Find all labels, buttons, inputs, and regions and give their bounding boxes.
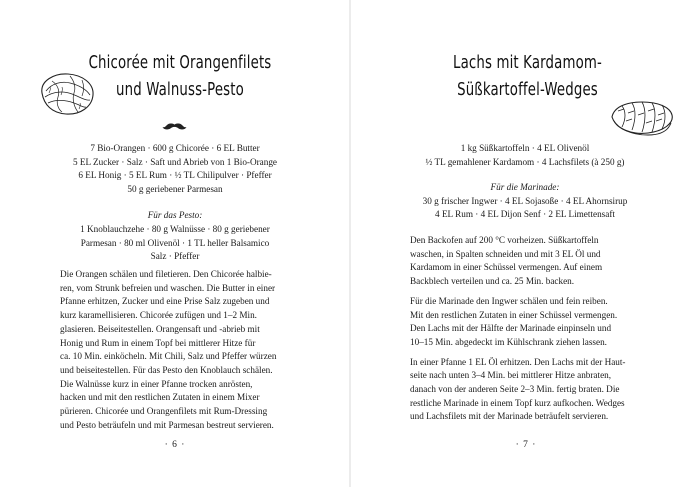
ingredient-line: 5 EL Zucker · Salz · Saft und Abrieb von 1 Bio-Orange (72, 156, 278, 167)
recipe-title-line-2: und Walnuss-Pesto (116, 79, 244, 100)
mustache-divider-icon (162, 122, 186, 132)
instruction-line: hacken und mit den restlichen Zutaten in einem Mixer (60, 392, 260, 403)
instruction-line: 10–15 Min. abgedeckt im Kühlschrank ziehen lassen. (410, 336, 607, 347)
instruction-line: Den Backofen auf 200 °C vorheizen. Süßkartoffeln (410, 235, 599, 245)
instruction-line: und Pesto beträufeln und mit Parmesan bestreut servieren. (60, 419, 274, 430)
instruction-paragraph (410, 295, 690, 350)
right-page (350, 0, 700, 487)
ingredient-line: ½ TL gemahlener Kardamom · 4 Lachsfilets (à 250 g) (425, 156, 625, 167)
instruction-line: In einer Pfanne 1 EL Öl erhitzen. Den Lachs mit der Haut- (410, 356, 626, 367)
instructions (60, 268, 328, 432)
instruction-line: Pfanne erhitzen, Zucker und eine Prise Salz zugeben und (60, 296, 270, 307)
instruction-line: Die Orangen schälen und filetieren. Den Chicorée halbie- (60, 269, 272, 279)
instruction-line: Die Walnüsse kurz in einer Pfanne trocken anrösten, (60, 378, 253, 389)
instruction-line: Backblech verteilen und ca. 25 Min. backen. (410, 276, 575, 287)
instruction-line: Für die Marinade den Ingwer schälen und fein reiben. (410, 295, 608, 306)
recipe-title (76, 49, 283, 103)
instruction-paragraph (410, 356, 690, 425)
ingredient-line: 6 EL Honig · 5 EL Rum · ½ TL Chilipulver · Pfeffer (78, 170, 272, 181)
recipe-title (400, 49, 655, 103)
recipe-title-line-1: Lachs mit Kardamom- (453, 52, 602, 73)
page-number: · 6 · (164, 440, 186, 450)
page-number: · 7 · (515, 440, 537, 450)
instruction-line: Kardamom in einer Schüssel vermengen. Auf einem (410, 262, 603, 273)
instruction-paragraph (410, 234, 690, 289)
instructions (410, 234, 690, 430)
ingredient-line: 50 g geriebener Parmesan (127, 183, 223, 194)
instruction-line: Honig und Rum in einem Topf bei mittlerer Hitze für (60, 337, 256, 348)
ingredient-list (370, 142, 680, 169)
pesto-ingredient-line: Parmesan · 80 ml Olivenöl · 1 TL heller Balsamico (80, 237, 270, 248)
marinade-list (370, 181, 680, 222)
marinade-ingredient-line: 4 EL Rum · 4 EL Dijon Senf · 2 EL Limettensaft (435, 209, 615, 220)
instruction-line: glasieren. Beiseitestellen. Orangensaft und -abrieb mit (60, 323, 260, 334)
pesto-ingredient-line: 1 Knoblauchzehe · 80 g Walnüsse · 80 g geriebener (80, 223, 270, 234)
instruction-line: kurz karamellisieren. Chicorée zufügen und 1–2 Min. (60, 310, 257, 321)
instruction-line: seite nach unten 3–4 Min. bei mittlerer Hitze anbraten, (410, 370, 612, 381)
instruction-line: pürieren. Chicorée und Orangenfilets mit Rum-Dressing (60, 406, 268, 417)
marinade-heading: Für die Marinade: (490, 182, 560, 192)
pesto-heading: Für das Pesto: (147, 210, 203, 221)
ingredient-line: 7 Bio-Orangen · 600 g Chicorée · 6 EL Butter (90, 143, 260, 153)
pesto-ingredient-line: Salz · Pfeffer (150, 251, 200, 262)
instruction-line: restliche Marinade in einem Topf kurz aufkochen. Wedges (410, 397, 625, 408)
instruction-line: ca. 10 Min. einköcheln. Mit Chili, Salz und Pfeffer würzen (60, 351, 277, 362)
instruction-line: Den Lachs mit der Hälfte der Marinade einpinseln und (410, 323, 612, 334)
ingredient-list (20, 142, 330, 264)
instruction-line: danach von der anderen Seite 2–3 Min. fertig braten. Die (410, 384, 620, 395)
ingredient-line: 1 kg Süßkartoffeln · 4 EL Olivenöl (460, 143, 590, 153)
recipe-title-line-2: Süßkartoffel-Wedges (457, 79, 598, 100)
marinade-ingredient-line: 30 g frischer Ingwer · 4 EL Sojasoße · 4 EL Ahornsirup (422, 195, 628, 206)
instruction-line: Mit den restlichen Zutaten in einer Schüssel vermengen. (410, 309, 618, 320)
recipe-title-line-1: Chicorée mit Orangenfilets (88, 52, 272, 73)
instruction-line: und Lachsfilets mit der Marinade beträufelt servieren. (410, 411, 609, 422)
instruction-line: waschen, in Spalten schneiden und mit 3 EL Öl und (410, 248, 601, 259)
instruction-line: ren, vom Strunk befreien und waschen. Die Butter in einer (60, 282, 276, 293)
salmon-fillet-illustration (608, 97, 676, 139)
instruction-line: und beiseitestellen. Für das Pesto den Knoblauch schälen. (60, 364, 273, 375)
